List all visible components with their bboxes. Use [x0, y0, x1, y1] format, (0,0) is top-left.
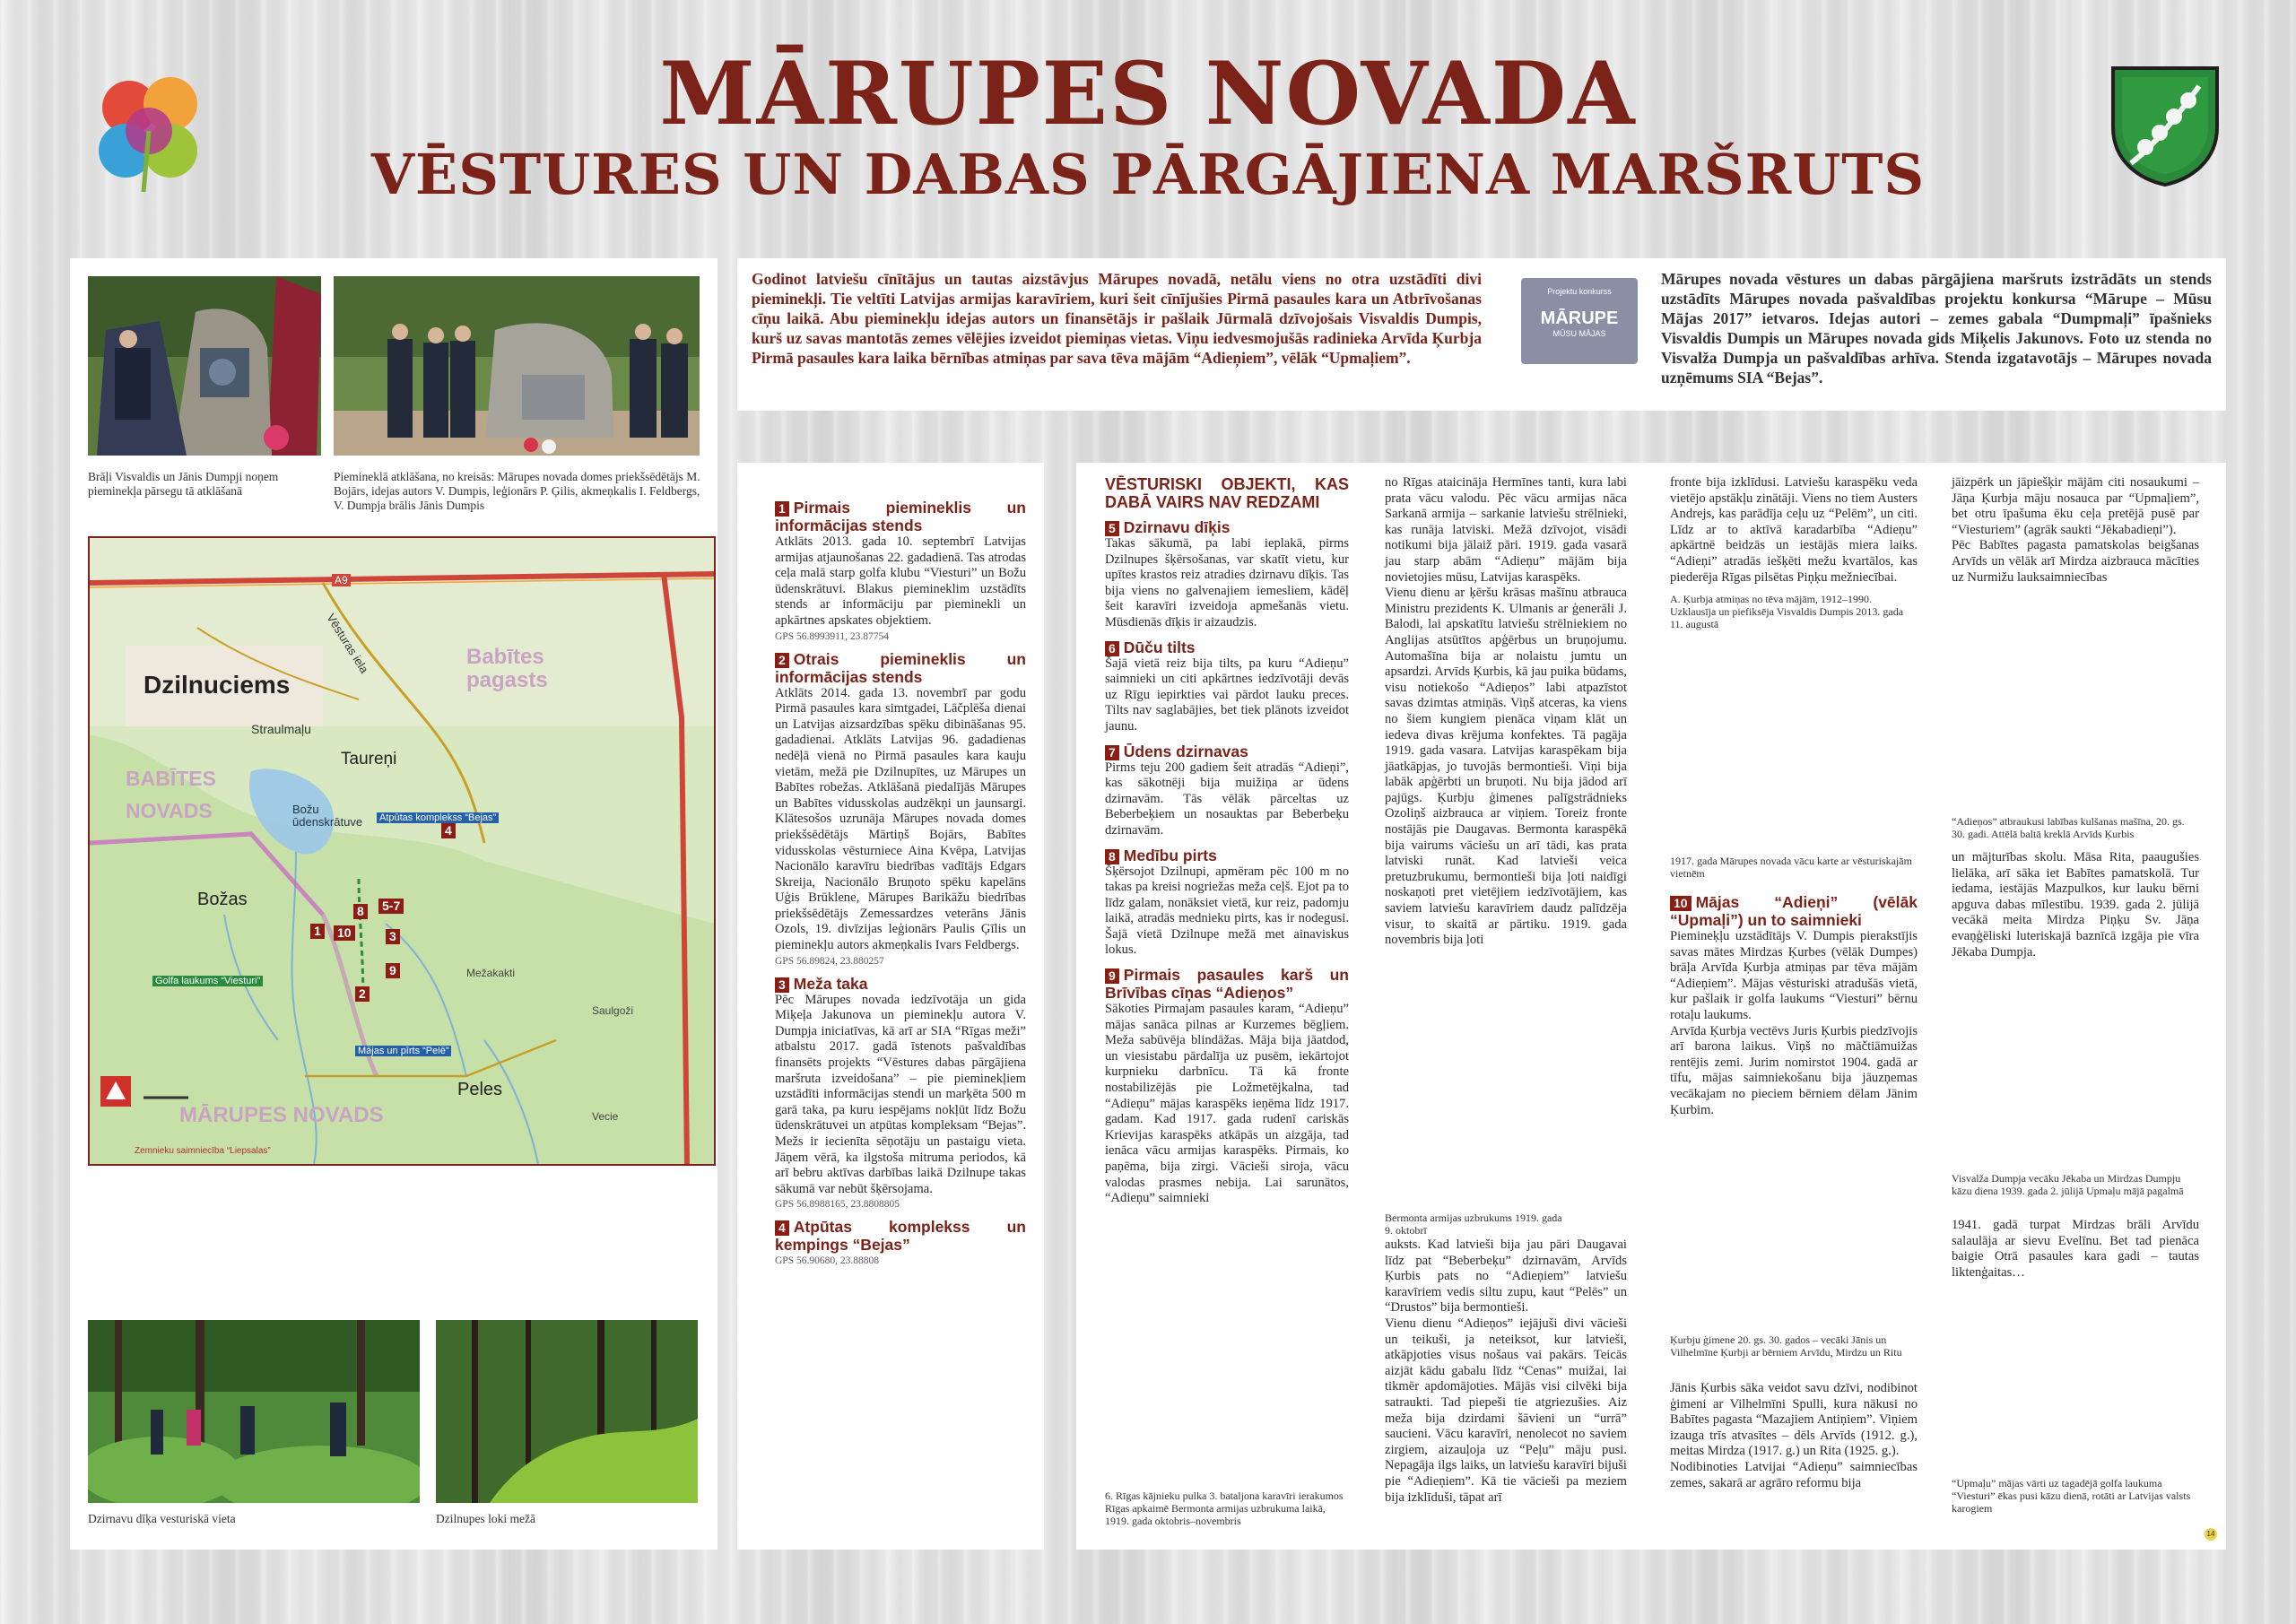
- map-marker-4[interactable]: 4: [441, 823, 456, 838]
- photo-monument-group: [334, 276, 700, 456]
- page-title: MĀRUPES NOVADA: [659, 43, 1637, 144]
- section-2-heading: [775, 650, 1026, 686]
- section-4-heading: [775, 1218, 1026, 1254]
- route-map[interactable]: [88, 536, 716, 1166]
- photo-caption: Brāļi Visvaldis un Jānis Dumpji noņem pieminekļa pārsegu tā atklāšanā: [88, 470, 279, 498]
- map-marker-2[interactable]: 2: [355, 986, 370, 1002]
- photo-hikers-forest: [88, 1320, 420, 1503]
- map-label: Atpūtas komplekss “Bejas”: [377, 812, 499, 823]
- section-5-text: Takas sākumā, pa labi ieplakā, pirms Dzilnupes šķērsošanas, var skatīt vietu, kur upītes krastos reiz atradies dzirnavu dīķis. Tas bija viens no galvenajiem iemesliem, kādēļ šeit karavīri izveidoja apmešanās vietu. Mūsdienās dīķis ir aizaudzis.: [1105, 536, 1349, 630]
- figure-caption: “Adieņos” atbraukusi labības kulšanas mašīna, 20. gs. 30. gadi. Attēlā baltā kreklā Arvīds Ķurbis: [1952, 815, 2185, 840]
- map-label: Babītes pagasts: [466, 645, 548, 692]
- coat-of-arms-icon: [2109, 65, 2221, 188]
- photo-caption: Dzilnupes loki mežā: [436, 1512, 535, 1525]
- section-9-heading: [1105, 966, 1349, 1002]
- section-7-text: Pirms teju 200 gadiem šeit atradās “Adieņi”, kas sākotnēji bija muižiņa ar ūdens dzirnavām. Tās vēlāk pārceltas uz Beberbeķiem un nosauktas par Beberbeķu dzirnavām.: [1105, 760, 1349, 838]
- section-1-heading: [775, 499, 1026, 534]
- map-label: Dzilnuciems: [144, 671, 291, 699]
- column-3: [1105, 475, 1349, 1207]
- map-label: Golfa laukums “Viesturi”: [152, 976, 263, 986]
- section-title: Atpūtas komplekss un kempings “Bejas”: [775, 1218, 1026, 1255]
- section-number: 6: [1105, 641, 1119, 656]
- section-number: 8: [1105, 849, 1119, 864]
- story-text: auksts. Kad latvieši bija jau pāri Daugavai līdz pat “Beberbeķu” dzirnavām, Arvīds Ķurbis pats no “Adieņiem” latviešu karavīriem vedis siltu zupu, kaut “Pelēs” un “Drustos” bija bermontieši.: [1385, 1238, 1627, 1316]
- figure-caption: 1917. gada Mārupes novada vācu karte ar vēsturiskajām vietnēm: [1670, 855, 1912, 880]
- map-marker-1[interactable]: 1: [310, 924, 325, 939]
- map-label: Božu ūdenskrātuve: [292, 803, 363, 829]
- section-title: Ūdens dzirnavas: [1123, 742, 1248, 760]
- section-title: Dūču tilts: [1123, 638, 1196, 656]
- story-text: un mājturības skolu. Māsa Rita, paaugušies lielāka, arī sāka iet Babītes pamatskolā. Tur iedama, iestājās Mazpulkos, kur lauku bērni apguva dabas mīlestību. 1939. gada 2. jūlijā vecākā meita Mirdza Piņķu Sv. Jāņa evaņģēliski luteriskajā baznīcā izgāja pie vīra Jēkaba Dumpja.: [1952, 850, 2199, 960]
- section-number: 3: [775, 977, 789, 993]
- photo-caption: Piemineklā atklāšana, no kreisās: Mārupes novada domes priekšsēdētājs M. Bojārs, idejas autors V. Dumpis, leģionārs P. Ģilis, akmeņkalis I. Feldbergs, V. Dumpja brālis Jānis Dumpis: [334, 470, 700, 512]
- map-marker-8[interactable]: 8: [353, 904, 368, 919]
- map-marker-9[interactable]: 9: [386, 963, 400, 978]
- figure-caption: Visvalža Dumpja vecāku Jēkaba un Mirdzas Dumpju kāzu diena 1939. gada 2. jūlijā Upmaļu mājā pagalmā: [1952, 1172, 2184, 1197]
- photo-monument-unveiling: [88, 276, 321, 456]
- section-title: Otrais piemineklis un informācijas stends: [775, 649, 1026, 686]
- map-label: Zemnieku saimniecība “Liepsalas”: [135, 1146, 271, 1156]
- section-3-heading: [775, 975, 1026, 993]
- photo-stream: [436, 1320, 698, 1503]
- map-label: Vecie: [592, 1110, 619, 1123]
- intro-left-text: Godinot latviešu cīnītājus un tautas aizstāvjus Mārupes novadā, netālu viens no otra uzstādīti divi pieminekļi. Tie veltīti Latvijas armijas karavīriem, kuri šeit cīnījušies Pirmā pasaules kara un Atbrīvošanas cīņu laikā. Abu pieminekļu idejas autors un finansētājs ir pašlaik Jūrmalā dzīvojošais Visvaldis Dumpis, kurš uz savas mantotās zemes vēlējies izveidot piemiņas vietas. Viņu iedvesmojušās radinieka Arvīda Ķurbja Pirmā pasaules kara laika bērnības atmiņas par sava tēva mājām “Adieņiem”, vēlāk “Upmaļiem”.: [752, 270, 1482, 367]
- history-heading: VĒSTURISKI OBJEKTI, KAS DABĀ VAIRS NAV REDZAMI: [1105, 475, 1349, 511]
- column-6-mid: [1952, 850, 2199, 960]
- section-number: 4: [775, 1220, 789, 1236]
- gps-coordinates: GPS 56.90680, 23.88808: [775, 1255, 879, 1267]
- map-label: Mājas un pīrts “Pelē”: [355, 1046, 451, 1056]
- map-label: Vēsturas iela: [324, 611, 371, 676]
- map-label: Straulmaļu: [251, 722, 311, 736]
- logo-main-text: MĀRUPE: [1540, 308, 1619, 328]
- map-marker-10[interactable]: 10: [334, 925, 355, 941]
- gps-coordinates: GPS 56.8988165, 23.8808805: [775, 1199, 900, 1211]
- figure-caption: “Upmaļu” mājas vārti uz tagadējā golfa laukuma “Viesturi” ēkas pusi kāzu dienā, rotāti ar Latvijas valsts karogiem: [1952, 1477, 2191, 1515]
- section-10-text: Jānis Ķurbis sāka veidot savu dzīvi, nodibinot ģimeni ar Vilhelmīni Spulli, kura nākusi no Babītes pagasta “Mazajiem Antiņiem”. Viņiem izauga trīs atvasītes – dēls Arvīds (1912. g.), meitas Mirdza (1917. g.) un Rita (1925. g.).: [1670, 1381, 1918, 1459]
- section-10-text: Arvīda Ķurbja vectēvs Juris Ķurbis piedzīvojis arī barona laikus. Viņš no māčtiāmuižas rentējis zemi. Jurim nomirstot 1904. gadā ar tīfu, mājas saimniekošanu bija jāuzņemas vecākajam no pieciem bērniem dēlam Jānim Ķurbim.: [1670, 1023, 1918, 1117]
- column-4-lower: [1385, 1238, 1627, 1506]
- story-text: Vienu dienu ar ķēršu krāsas mašīnu atbrauca Ministru prezidents K. Ulmanis ar ģenerāli J. Balodi, lai apskatītu latviešu strēlniekiem no Anglijas atsūtītos apģērbus un bruņojumu. Automašīna bija ar nolaistu jumtu un apsardzi. Arvīds Ķurbis, kā jau puika būdams, visu notiekošo “Adieņos” labi atpazīstot savas dzimtas atmiņās. Viņš atceras, ka viens no šiem kungiem pienāca viņam klāt un iedeva divas krējuma konfektes. Tā pagāja 1919. gada vasara. Latvijas karaspēkam bija jāatkāpjas, jo tuvojās bermontieši. Viņi bija labāk apģērbti un bruņoti. Nu bija jādod arī pajūgs. Ķurbju ģimenes palīgstrādnieks Ozoliņš aizbrauca ar viņiem. Toreiz fronte nostājās pie Daugavas. Bermonta karaspēkā bija vairums vāciešu un arī tādi, kas prata latviski runāt. Kad latvieši veica pretuzbrukumu, bermontieši bija ļoti naidīgi noskaņoti pret vietējiem iedzīvotājiem, kas saviem latviešu karavīriem daudz palīdzēja visur, to skaitā ar pārtiku. 1919. gada novembris bija ļoti: [1385, 586, 1627, 948]
- map-label: Peles: [457, 1080, 503, 1099]
- project-logo: [1521, 278, 1638, 364]
- page-subtitle: VĒSTURES UN DABAS PĀRGĀJIENA MARŠRUTS: [370, 142, 1926, 207]
- logo-small-text: Projektu konkurss: [1547, 287, 1612, 296]
- column-6: [1952, 475, 2199, 586]
- section-10-heading: [1670, 893, 1918, 929]
- section-8-text: Šķērsojot Dzilnupi, apmēram pēc 100 m no takas pa kreisi nogriežas meža ceļš. Ejot pa to līdz galam, nonāksiet vietā, kur reiz, padomju laikā, atradās mednieku pirts, kas ir nodegusi. Šajā vietā Dzilnupe mežā met ainaviskus lokus.: [1105, 864, 1349, 958]
- section-number: 10: [1670, 896, 1692, 911]
- story-text: Pēc Babītes pagasta pamatskolas beigšanas Arvīds un vēlāk arī Mirdza aizbrauca mācīties uz Nurmižu lauksaimniecības: [1952, 538, 2199, 585]
- section-10-text: Nodibinoties Latvijai “Adieņu” saimniecības zemes, sakarā ar agrāro reformu bija: [1670, 1459, 1918, 1490]
- column-5-lower: [1670, 1381, 1918, 1491]
- section-5-heading: [1105, 518, 1349, 536]
- logo-small-text: MŪSU MĀJAS: [1552, 329, 1606, 338]
- section-6-text: Šajā vietā reiz bija tilts, pa kuru “Adieņu” saimnieki un citi apkārtnes iedzīvotāji devās uz Rīgu iepirkties vai pārdot lauku preces. Tilts nav saglabājies, bet tiek plānots izveidot jaunu.: [1105, 656, 1349, 734]
- section-title: Pirmais piemineklis un informācijas stends: [775, 499, 1026, 534]
- story-text: 1941. gadā turpat Mirdzas brāli Arvīdu salaulāja ar sievu Evelīnu. Bet tad pienāca baigie Otrā pasaules kara gadi – tautas liktenģaitas…: [1952, 1218, 2199, 1280]
- map-label: Saulgoži: [592, 1004, 634, 1017]
- map-label: A9: [332, 574, 351, 586]
- section-number: 1: [775, 501, 789, 517]
- section-number: 7: [1105, 745, 1119, 760]
- section-number: 9: [1105, 968, 1119, 984]
- section-2-text: Atklāts 2014. gada 13. novembrī par godu Pirmā pasaules kara simtgadei, Lāčplēša dienai un Latvijas aizsardzības spēku dibināšanas 95. gadadienai. Atklāts Latvijas 96. gadadienas nedēļā vienā no Pirmā pasaules kara kauju vietām, mežā pie Dzilnupītes, uz Mārupes un Babītes robežas. Atklāšanā piedalījās Mārupes un Babītes vidusskolas audzēkņi un jaunsargi. Klātesošos uzrunāja Mārupes novada domes priekšsēdētājs Mārtiņš Bojārs, Babītes vidusskolas vēsturniece Aina Kvēpa, Latvijas Nacionālo karavīru biedrības vadītājs Edgars Skreija, Nacionālo Bruņoto spēku kapelāns Uģis Brūklene, Mārupes Barikāžu biedrības priekšsēdētājs Zemessardzes veterāns Jānis Ozols, 19. divīzijas leģionārs Paulis Ģīlis un pieminekļu autors akmeņkalis Ivars Feldbergs.: [775, 685, 1026, 953]
- section-3-text: Pēc Mārupes novada iedzīvotāja un gida Miķeļa Jakunova un pieminekļu autora V. Dumpja iniciatīvas, kā arī ar SIA “Rīgas meži” atbalstu 2017. gadā īstenots pašvaldības finansēts projekts “Vēstures dabas pārgājiena maršruta izveidošana” – pie pieminekļiem uzstādīti informācijas stendi un marķēta 500 m garā taka, pa kuru iespējams nokļūt līdz Božu ūdenskrātuvei un atpūtas kompleksam “Bejas”. Mežs ir iecienīta sēņotāju un pastaigu vieta. Jāņem vērā, ka ilgstoša mitruma periodos, kā arī bebru aktīvas darbības laikā Dzilnupe takas sākumā var nebūt šķērsojama.: [775, 992, 1026, 1196]
- gps-coordinates: GPS 56.8993911, 23.87754: [775, 630, 890, 642]
- section-number: 5: [1105, 521, 1119, 536]
- story-text: jāizpērk un jāpiešķir mājām citi nosaukumi – Jāņa Ķurbja māju nosauca par “Upmaļiem”, bet otru īpašuma ēku ceļa pretējā pusē par “Viesturiem” (agrāk saukti “Jēkabadieņi”).: [1952, 475, 2199, 537]
- section-9-text: Sākoties Pirmajam pasaules karam, “Adieņu” mājas sanāca pilnas ar Kurzemes bēgļiem. Meža sabūvēja blindāžas. Māja bija jāatdod, un viesistabu pārdalīja uz pusēm, iekārtojot kurpnieku darbnīcu. Tā kā fronte nostabilizējās pie Ložmetējkalna, tad “Adieņu” mājas karaspēks ieņēma līdz 1917. gadam. Kad 1917. gada rudenī cariskās Krievijas karaspēks atkāpās un aizgāja, tad ienāca vācu armijas karaspēks. Pirmais, ko paņēma, bija zirgi. Vācieši siroja, vācu valodas prasmes nebija. Lai sarunātos, “Adieņu” saimnieki: [1105, 1002, 1349, 1206]
- quote-source: A. Ķurbja atmiņas no tēva mājām, 1912–1990. Uzklausīja un piefiksēja Visvaldis Dumpis 2013. gada 11. augustā: [1670, 593, 1904, 631]
- section-title: Meža taka: [793, 974, 868, 993]
- section-6-heading: [1105, 638, 1349, 656]
- section-title: Dzirnavu dīķis: [1123, 518, 1231, 536]
- figure-caption: Bermonta armijas uzbrukums 1919. gada 9. oktobrī: [1385, 1211, 1562, 1237]
- story-text: Vienu dienu “Adieņos” iejājuši divi vācieši un teikuši, ja neteiksot, kur latvieši, atkāpjoties visus nošaus vai pakārs. Teicās aizjāt kādu gabalu līdz “Cenas” muižai, lai tikmēr apdomājoties. Mājās visi cilvēki bija satraukti. Tad piepeši tie atgriezušies. Aiz meža bija dzirdami šāvieni un “urrā” saucieni. Vācu karavīri, nenolecot no saviem zirgiem, aizauļoja uz “Peļu” māju pusi. Nepagāja ilgs laiks, un latviešu karavīri bijuši pie “Adieņiem”. Kā tie vācieši pa meziem bija izklīduši, tāpat arī: [1385, 1316, 1627, 1505]
- section-title: Mājas “Adieņi” (vēlāk “Upmaļi”) un to saimnieki: [1670, 893, 1918, 929]
- story-text: fronte bija izklīdusi. Latviešu karaspēku veda vietējo apstākļu zinātāji. Viens no tiem Austers Andrejs, kas parādīja ceļu uz “Pelēm”, un citi. Līdz ar to aktīvā karadarbība “Adieņu” apkārtnē beidzās un iestājās miera laiks. “Adieņi” atradās iešķēti mežu kvartālos, kas piederēja Rīgas pilsētas Piņķu mežniecībai.: [1670, 475, 1918, 585]
- column-5-mid: [1670, 893, 1918, 1118]
- figure-caption: 6. Rīgas kājnieku pulka 3. bataljona karavīri ierakumos Rīgas apkaimē Bermonta armijas uzbrukuma laikā, 1919. gada oktobris–novembris: [1105, 1489, 1344, 1527]
- section-7-heading: [1105, 743, 1349, 760]
- page-number: 14: [2205, 1528, 2217, 1541]
- column-4: [1385, 475, 1627, 949]
- gps-coordinates: GPS 56.89824, 23.880257: [775, 955, 884, 967]
- column-5: [1670, 475, 1918, 636]
- map-marker-5-7[interactable]: 5-7: [378, 899, 404, 914]
- column-2: [775, 491, 1026, 1271]
- section-8-heading: [1105, 847, 1349, 864]
- section-title: Medību pirts: [1123, 846, 1217, 864]
- photo-caption: Dzirnavu dīķa vesturiskā vieta: [88, 1512, 236, 1525]
- column-6-lower: [1952, 1218, 2199, 1281]
- map-marker-3[interactable]: 3: [386, 929, 400, 944]
- intro-right-text: Mārupes novada vēstures un dabas pārgājiena maršruts izstrādāts un stends uzstādīts Mārupes novada pašvaldības projektu konkursa “Mārupe – Mūsu Mājas 2017” ietvaros. Idejas autori – zemes gabala “Dumpmaļi” īpašnieks Visvaldis Dumpis un Mārupes novada gids Miķelis Jakunovs. Foto uz stenda no Visvalža Dumpja un pašvaldības arhīva. Stenda izgatavotājs – Mārupes novada uzņēmums SIA “Bejas”.: [1661, 270, 2212, 386]
- map-label: Mežakakti: [466, 967, 516, 979]
- map-label: Taureņi: [341, 750, 397, 769]
- section-title: Pirmais pasaules karš un Brīvības cīņas “Adieņos”: [1105, 966, 1349, 1003]
- figure-caption: Ķurbju ģimene 20. gs. 30. gados – vecāki Jānis un Vilhelmīne Ķurbji ar bērniem Arvīdu, Mirdzu un Ritu: [1670, 1333, 1902, 1359]
- map-label: Božas: [197, 890, 248, 909]
- section-10-text: Piemineķļu uzstādītājs V. Dumpis pierakstījis savas mātes Mirdzas Ķurbes (vēlāk Dumpes) brāļa Arvīda Ķurbja atmiņas par tēva mājām “Adieņiem”. Mājas vēsturiski atradušās vietā, kur pašlaik ir golfa laukums “Viesturi” bērnu rotaļu laukums.: [1670, 929, 1918, 1022]
- map-label: BABĪTES NOVADS: [126, 767, 216, 822]
- section-number: 2: [775, 653, 789, 668]
- map-label: MĀRUPES NOVADS: [179, 1103, 384, 1127]
- section-1-text: Atklāts 2013. gada 10. septembrī Latvijas armijas atjaunošanas 22. gadadienā. Tas atrodas ceļa malā starp golfa klubu “Viesturi” un Božu ūdenskrātuvi. Blakus piemineklim uzstādīts stends ar informāciju par pieminekli un apkārtnes apskates objektiem.: [775, 534, 1026, 628]
- story-text: no Rīgas ataicināja Hermīnes tanti, kura labi prata vācu valodu. Pēc vācu armijas nāca Sarkanā armija – sarkanie latviešu strēlnieki, kas runāja latviski. Mežā dzīvojot, visādi notikumi bija jālaiž pāri. 1919. gada vasarā jau starp abām “Adieņu” mājām bija novietojies mūsu, Latvijas karaspēks.: [1385, 475, 1627, 585]
